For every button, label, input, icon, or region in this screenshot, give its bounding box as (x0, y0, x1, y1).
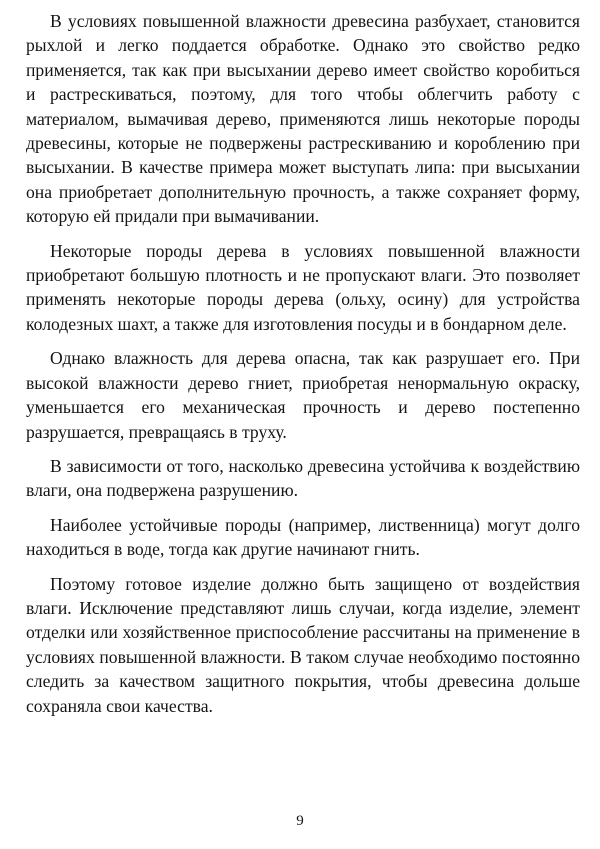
paragraph-wood-swelling: В условиях повышенной влажности древесина разбухает, становится рыхлой и легко поддается обработке. Однако это свойство редко применяется, так как при высыхании дерево имеет свойство коробиться и растрескиваться, поэтому, для того чтобы облегчить работу с материалом, вымачивая дерево, применяются лишь некоторые породы древесины, которые не подвержены растрескиванию и короблению при высыхании. В качестве примера может выступать липа: при высыхании она приобретает дополнительную прочность, а также сохраняет форму, которую ей придали при вымачивании. (26, 11, 580, 227)
paragraph-wood-density: Некоторые породы дерева в условиях повышенной влажности приобретают большую плотность и не пропускают влаги. Это позволяет применять некоторые породы дерева (ольху, осину) для устройства колодезных шахт, а также для изготовления посуды и в бондарном деле. (26, 240, 580, 334)
page-number: 9 (296, 813, 304, 829)
paragraph-protection: Поэтому готовое изделие должно быть защищено от воздействия влаги. Исключение представляют лишь случаи, когда изделие, элемент отделки или хозяйственное приспособление рассчитаны на применение в условиях повышенной влажности. В таком случае необходимо постоянно следить за качеством защитного покрытия, чтобы древесина дольше сохраняла свои качества. (26, 573, 580, 716)
paragraph-resistant-species: Наиболее устойчивые породы (например, лиственница) могут долго находиться в воде, тогда как другие начинают гнить. (26, 514, 580, 560)
body-text (26, 9, 580, 728)
paragraph-moisture-resistance: В зависимости от того, насколько древесина устойчива к воздействию влаги, она подвержена разрушению. (26, 455, 580, 501)
paragraph-moisture-danger: Однако влажность для дерева опасна, так как разрушает его. При высокой влажности дерево гниет, приобретая ненормальную окраску, уменьшается его механическая прочность и дерево постепенно разрушается, превращаясь в труху. (26, 348, 580, 442)
